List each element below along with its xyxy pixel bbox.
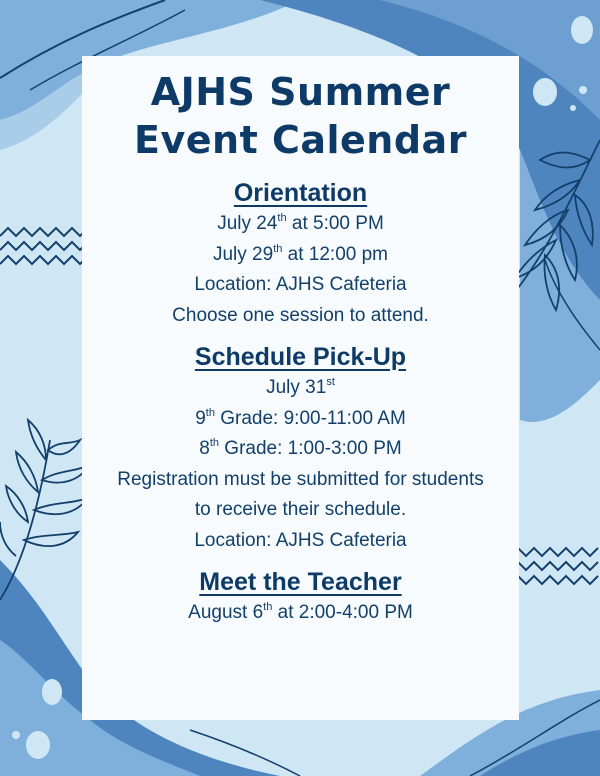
bubble-dot	[42, 679, 62, 705]
orientation-date-2: July 29th at 12:00 pm	[212, 242, 388, 265]
bubble-dot	[26, 731, 50, 759]
bubble-dot	[570, 105, 576, 111]
schedule-note-1: Registration must be submitted for students	[117, 468, 484, 490]
orientation-heading: Orientation	[233, 179, 368, 207]
teacher-heading: Meet the Teacher	[199, 568, 402, 596]
schedule-heading: Schedule Pick-Up	[194, 343, 407, 371]
event-calendar-card	[82, 56, 519, 720]
page-title	[82, 68, 519, 164]
meet-teacher-section	[82, 566, 519, 629]
bubble-dot	[571, 16, 593, 44]
teacher-date: August 6th at 2:00-4:00 PM	[188, 601, 413, 623]
title-line-2: Event Calendar	[134, 118, 467, 162]
schedule-location: Location: AJHS Cafeteria	[194, 529, 407, 551]
schedule-grade-8: 8th Grade: 1:00-3:00 PM	[199, 437, 402, 459]
schedule-note-2: to receive their schedule.	[194, 499, 407, 520]
bubble-dot	[579, 86, 587, 94]
zigzag-icon	[510, 548, 598, 584]
orientation-note: Choose one session to attend.	[172, 304, 429, 326]
orientation-section	[82, 177, 519, 331]
schedule-pickup-section	[82, 341, 519, 556]
leaf-icon	[0, 420, 90, 600]
schedule-date: July 31st	[266, 376, 335, 398]
zigzag-icon	[0, 228, 88, 264]
schedule-grade-9: 9th Grade: 9:00-11:00 AM	[195, 406, 406, 429]
title-line-1: AJHS Summer	[150, 70, 451, 114]
orientation-location: Location: AJHS Cafeteria	[194, 274, 407, 295]
orientation-date-1: July 24th at 5:00 PM	[217, 212, 384, 234]
bubble-dot	[533, 78, 557, 106]
bubble-dot	[12, 731, 20, 739]
